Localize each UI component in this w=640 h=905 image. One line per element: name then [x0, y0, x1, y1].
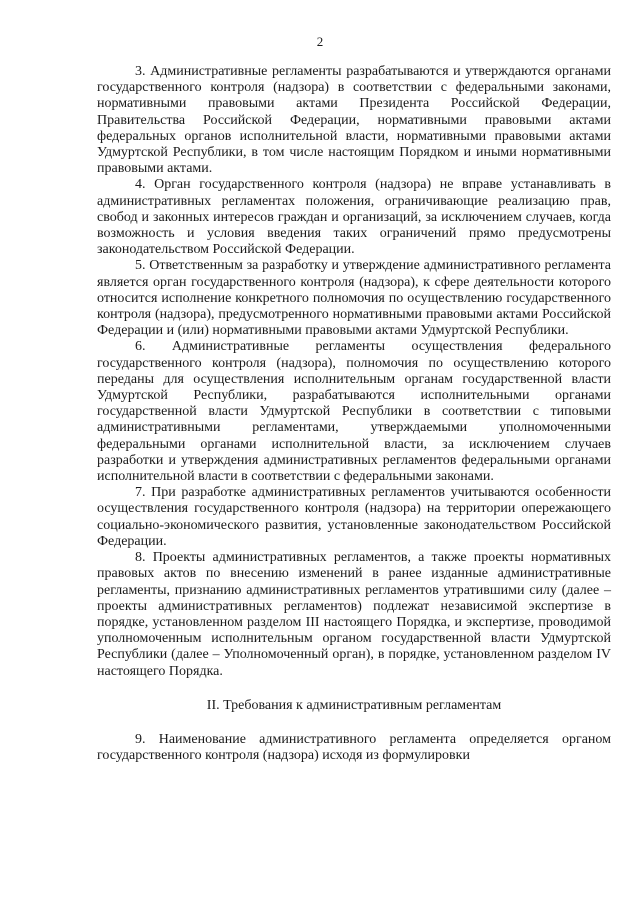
paragraph-3: 3. Административные регламенты разрабатываются и утверждаются органами государственного контроля (надзора) в соответствии с федеральными законами, нормативными правовыми актами Президента Российской Федерации, Правительства Российской Федерации, нормативными правовыми актами федеральных органов исполнительной власти, нормативными правовыми актами Удмуртской Республики, в том числе настоящим Порядком и иными нормативными правовыми актами.	[97, 64, 611, 177]
paragraph-9: 9. Наименование административного регламента определяется органом государственного контроля (надзора) исходя из формулировки	[97, 731, 611, 764]
document-body	[97, 64, 611, 764]
paragraph-8: 8. Проекты административных регламентов, а также проекты нормативных правовых актов по внесению изменений в ранее изданные административные регламенты, признанию административных регламентов утратившими силу (далее – проекты административных регламентов) подлежат независимой экспертизе в порядке, установленном разделом III настоящего Порядка, и экспертизе, проводимой уполномоченным исполнительным органом государственной власти Удмуртской Республики (далее – Уполномоченный орган), в порядке, установленном разделом IV настоящего Порядка.	[97, 550, 611, 679]
paragraph-5: 5. Ответственным за разработку и утверждение административного регламента является орган государственного контроля (надзора), к сфере деятельности которого относится исполнение конкретного полномочия по осуществлению государственного контроля (надзора), предусмотренного нормативными правовыми актами Российской Федерации и (или) нормативными правовыми актами Удмуртской Республики.	[97, 258, 611, 339]
page-number: 2	[316, 34, 324, 49]
paragraph-4: 4. Орган государственного контроля (надзора) не вправе устанавливать в административных регламентах положения, ограничивающие реализацию прав, свобод и законных интересов граждан и организаций, за исключением случаев, когда возможность и условия введения таких ограничений прямо предусмотрены законодательством Российской Федерации.	[97, 177, 611, 258]
paragraph-6: 6. Административные регламенты осуществления федерального государственного контроля (надзора), полномочия по осуществлению которого переданы для осуществления исполнительным органам государственной власти Удмуртской Республики, разрабатываются исполнительными органами государственной власти Удмуртской Республики в соответствии с типовыми административными регламентами, утверждаемыми уполномоченными федеральными органами исполнительной власти, за исключением случаев разработки и утверждения административных регламентов федеральными органами исполнительной власти в соответствии с федеральными законами.	[97, 339, 611, 485]
section-heading: II. Требования к административным регламентам	[206, 697, 502, 713]
paragraph-7: 7. При разработке административных регламентов учитываются особенности осуществления государственного контроля (надзора) на территории опережающего социально-экономического развития, установленные законодательством Российской Федерации.	[97, 485, 611, 549]
